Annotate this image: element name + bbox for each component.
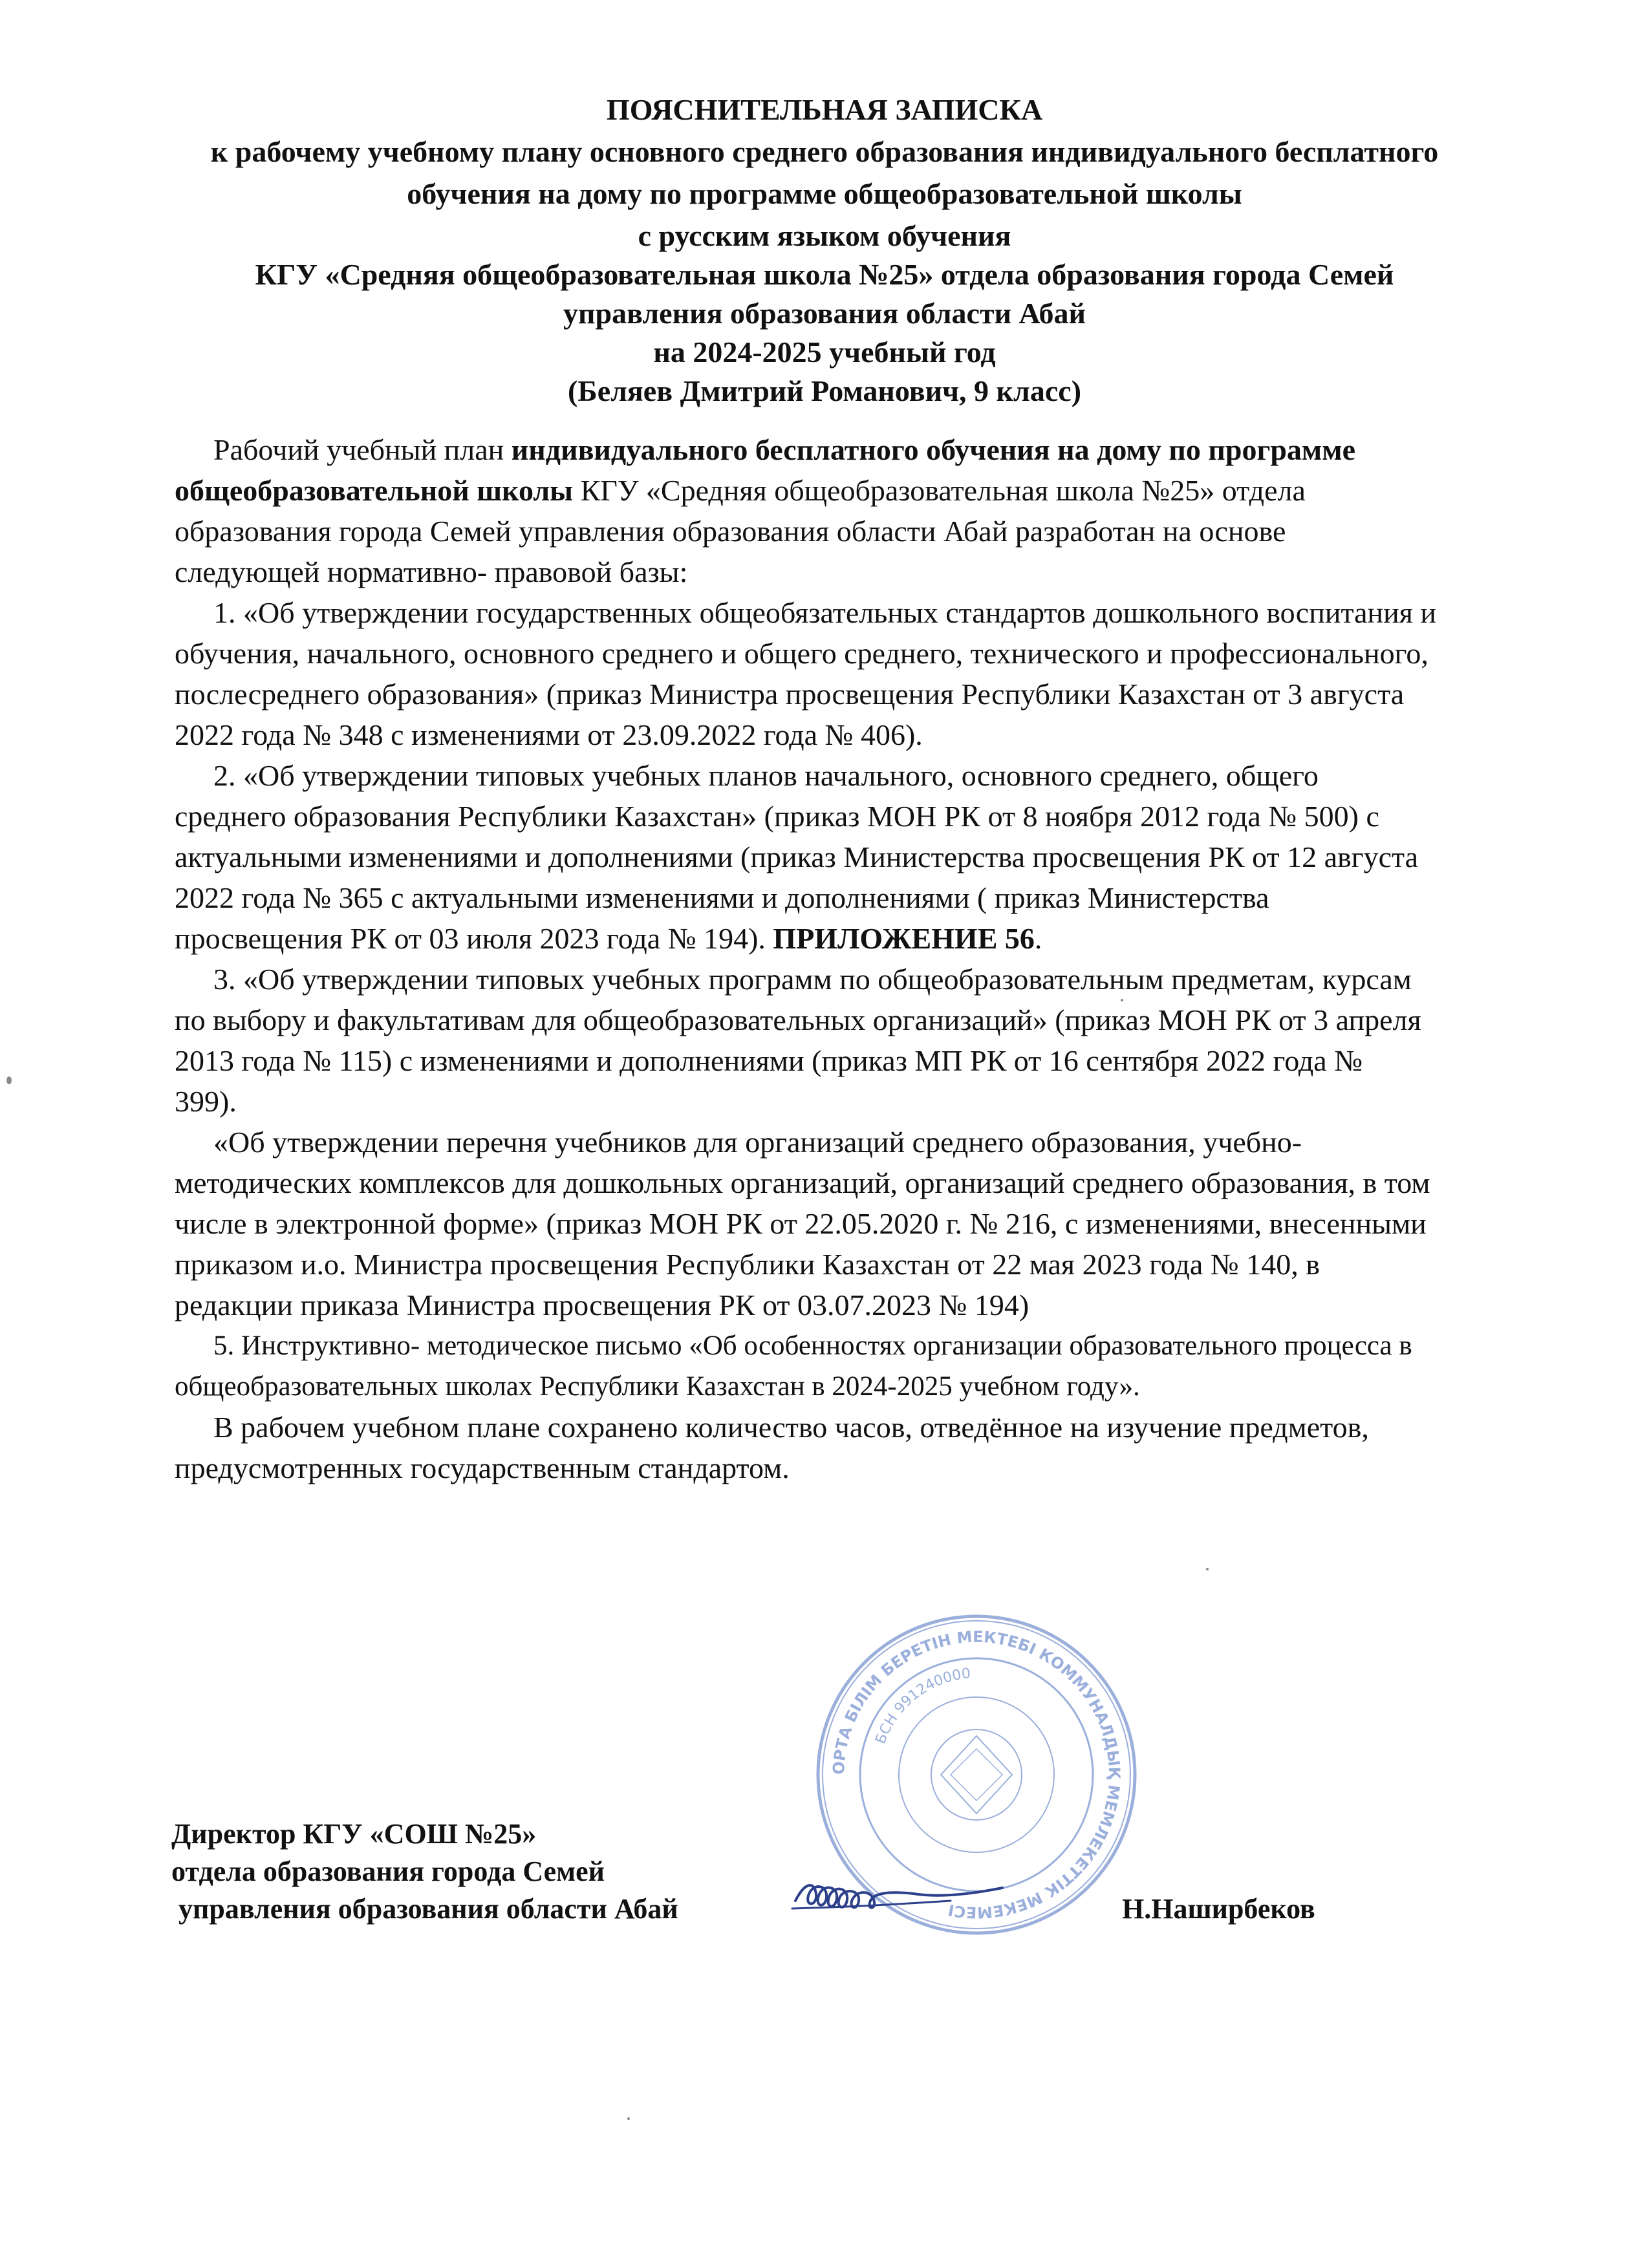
item-2-line: актуальными изменениями и дополнениями (приказ Министерства просвещения РК от 12 августа: [175, 840, 1419, 873]
director-name: Н.Наширбеков: [1122, 1893, 1315, 1925]
item-2-line: 2. «Об утверждении типовых учебных планов начального, основного среднего, общего: [213, 759, 1319, 792]
header-line: обучения на дому по программе общеобразовательной школы: [407, 177, 1242, 210]
item-1-line: послесреднего образования» (приказ Министра просвещения Республики Казахстан от 3 августа: [175, 678, 1405, 711]
item-5-line: 5. Инструктивно- методическое письмо «Об особенностях организации образовательного процесса в: [213, 1331, 1412, 1361]
item-3-line: по выбору и факультативам для общеобразовательных организаций» (приказ МОН РК от 3 апреля: [175, 1003, 1421, 1036]
scan-speck: [627, 2117, 630, 2120]
closing-line: предусмотренных государственным стандартом.: [175, 1451, 790, 1484]
handwritten-signature: [789, 1862, 1009, 1920]
header-line: на 2024-2025 учебный год: [653, 336, 996, 369]
seal-outer-text: ОРТА БІЛІМ БЕРЕТІН МЕКТЕБІ КОММУНАЛДЫҚ МЕМЛЕКЕТТІК МЕКЕМЕСІ: [829, 1627, 1124, 1922]
item-5-line: общеобразовательных школах Республики Казахстан в 2024-2025 учебном году».: [175, 1371, 1140, 1402]
item-2-text: .: [1034, 922, 1042, 955]
item-4-line: «Об утверждении перечня учебников для организаций среднего образования, учебно-: [213, 1126, 1302, 1159]
seal-inner-text: БСН 991240000: [872, 1665, 972, 1746]
scan-speck: [1121, 999, 1123, 1001]
item-4-line: числе в электронной форме» (приказ МОН РК от 22.05.2020 г. № 216, с изменениями, внесенными: [175, 1207, 1427, 1240]
item-1-line: 1. «Об утверждении государственных общеобязательных стандартов дошкольного воспитания и: [213, 596, 1437, 629]
intro-line: образования города Семей управления образования области Абай разработан на основе: [175, 515, 1286, 548]
item-3-line: 2013 года № 115) с изменениями и дополнениями (приказ МП РК от 16 сентября 2022 года №: [175, 1044, 1363, 1077]
intro-line: [213, 430, 1355, 470]
item-4-line: приказом и.о. Министра просвещения Республики Казахстан от 22 мая 2023 года № 140, в: [175, 1248, 1320, 1281]
item-1-line: 2022 года № 348 с изменениями от 23.09.2022 года № 406).: [175, 718, 923, 751]
item-4-line: методических комплексов для дошкольных организаций, организаций среднего образования, в том: [175, 1166, 1430, 1199]
item-3-line: 399).: [175, 1085, 237, 1118]
intro-line: [175, 471, 1306, 511]
document-title: ПОЯСНИТЕЛЬНАЯ ЗАПИСКА: [606, 93, 1043, 126]
item-2-line: среднего образования Республики Казахстан» (приказ МОН РК от 8 ноября 2012 года № 500) с: [175, 800, 1379, 833]
intro-line: следующей нормативно- правовой базы:: [175, 555, 688, 588]
item-1-line: обучения, начального, основного среднего и общего среднего, технического и профессионального,: [175, 637, 1428, 670]
intro-bold-text: индивидуального бесплатного обучения на дому по программе: [511, 433, 1356, 466]
item-3-line: 3. «Об утверждении типовых учебных программ по общеобразовательным предметам, курсам: [213, 963, 1412, 996]
intro-text: Рабочий учебный план: [213, 433, 512, 466]
closing-line: В рабочем учебном плане сохранено количество часов, отведённое на изучение предметов,: [213, 1411, 1369, 1444]
item-2-line: 2022 года № 365 с актуальными изменениями и дополнениями ( приказ Министерства: [175, 881, 1269, 914]
intro-bold-text: общеобразовательной школы: [175, 474, 574, 507]
header-line: КГУ «Средняя общеобразовательная школа №25» отдела образования города Семей: [255, 258, 1394, 291]
appendix-label: ПРИЛОЖЕНИЕ 56: [773, 922, 1035, 955]
header-line: (Беляев Дмитрий Романович, 9 класс): [567, 374, 1082, 407]
intro-text: КГУ «Средняя общеобразовательная школа №25» отдела: [573, 474, 1306, 507]
header-line: управления образования области Абай: [563, 297, 1086, 330]
director-title-line: управления образования области Абай: [171, 1893, 678, 1925]
item-2-line: [175, 919, 1042, 959]
item-4-line: редакции приказа Министра просвещения РК от 03.07.2023 № 194): [175, 1289, 1029, 1321]
header-line: к рабочему учебному плану основного среднего образования индивидуального бесплатного: [210, 135, 1439, 168]
item-2-text: просвещения РК от 03 июля 2023 года № 194).: [175, 922, 773, 955]
director-title-line: отдела образования города Семей: [171, 1856, 605, 1887]
scan-speck: [6, 1076, 12, 1084]
director-title-line: Директор КГУ «СОШ №25»: [171, 1818, 537, 1850]
scan-speck: [1206, 1568, 1209, 1570]
header-line: с русским языком обучения: [638, 219, 1011, 252]
